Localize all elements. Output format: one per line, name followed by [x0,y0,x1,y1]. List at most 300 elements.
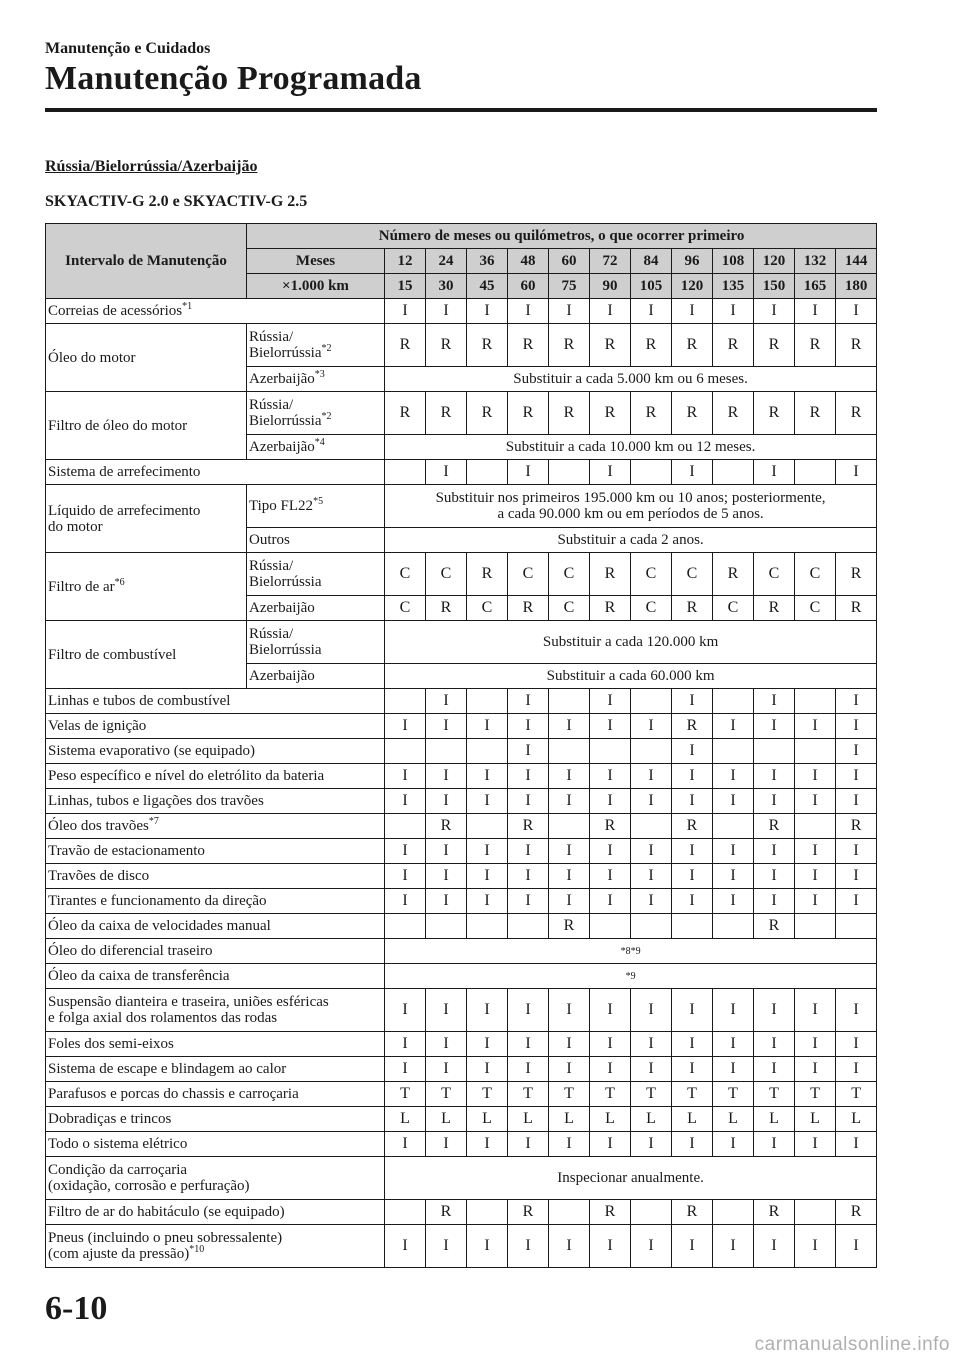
region-title: Rússia/Bielorrússia/Azerbaijão [45,158,258,175]
schedule-row [46,1225,877,1268]
schedule-cell: R [754,1200,795,1225]
sub-label [247,596,385,621]
schedule-cell: R [754,392,795,435]
schedule-cell: I [713,839,754,864]
schedule-row [46,1157,877,1200]
schedule-cell: I [713,1225,754,1268]
sub-label-note: *2 [321,411,332,422]
schedule-row [46,764,877,789]
schedule-cell: T [426,1082,467,1107]
schedule-cell: I [590,789,631,814]
span-text: *8*9 [620,946,641,957]
schedule-cell: I [795,889,836,914]
schedule-cell: I [385,1032,426,1057]
schedule-cell [385,739,426,764]
km-value: 45 [467,274,508,299]
schedule-cell: I [754,689,795,714]
item-label: Óleo dos travões [48,818,149,834]
km-value: 90 [590,274,631,299]
sub-label-text-line2: Bielorrússia [249,574,322,590]
schedule-cell: I [426,299,467,324]
maintenance-item [46,739,385,764]
schedule-cell: I [754,839,795,864]
maintenance-item [46,1057,385,1082]
schedule-row [46,914,877,939]
maintenance-item [46,553,247,621]
schedule-cell: I [426,789,467,814]
schedule-cell: R [713,553,754,596]
schedule-span-text [385,939,877,964]
item-label-line2: (oxidação, corrosão e perfuração) [48,1178,250,1194]
schedule-cell: I [467,789,508,814]
schedule-cell [713,914,754,939]
schedule-cell: I [549,1032,590,1057]
months-value: 144 [836,249,877,274]
km-value: 135 [713,274,754,299]
schedule-cell: R [672,1200,713,1225]
item-label: Óleo da caixa de transferência [48,968,230,984]
item-label: Foles dos semi-eixos [48,1036,174,1052]
schedule-row [46,739,877,764]
schedule-cell: R [754,596,795,621]
item-label: Filtro de ar [48,578,115,595]
schedule-cell: I [836,714,877,739]
item-label: Filtro de ar do habitáculo (se equipado) [48,1204,285,1220]
sub-label-note: *5 [313,496,324,507]
sub-label-note: *4 [314,437,325,448]
schedule-cell: I [508,789,549,814]
maintenance-item [46,814,385,839]
schedule-cell [631,689,672,714]
sub-label [247,553,385,596]
schedule-cell: I [795,789,836,814]
schedule-cell: I [590,460,631,485]
schedule-cell: R [426,324,467,367]
schedule-cell: R [508,392,549,435]
schedule-cell: R [426,1200,467,1225]
schedule-cell: I [672,839,713,864]
schedule-cell [713,460,754,485]
schedule-cell: R [754,914,795,939]
item-label: Travão de estacionamento [48,843,205,859]
schedule-cell: I [795,1225,836,1268]
schedule-cell: I [713,299,754,324]
schedule-cell: I [508,1225,549,1268]
schedule-cell: I [508,839,549,864]
schedule-cell: I [631,839,672,864]
schedule-cell [467,689,508,714]
schedule-cell [795,814,836,839]
schedule-cell: R [508,596,549,621]
schedule-cell: I [385,989,426,1032]
sub-label-text: Outros [249,532,290,548]
schedule-cell: R [754,324,795,367]
schedule-cell: R [590,596,631,621]
schedule-cell: I [713,1032,754,1057]
schedule-cell: I [508,764,549,789]
schedule-cell [672,914,713,939]
schedule-cell: I [426,839,467,864]
schedule-cell: I [508,1032,549,1057]
schedule-cell: I [713,714,754,739]
schedule-cell: I [713,889,754,914]
schedule-cell: I [549,789,590,814]
schedule-cell: I [508,989,549,1032]
schedule-cell: I [713,989,754,1032]
schedule-cell [508,914,549,939]
maintenance-item [46,764,385,789]
schedule-cell: I [549,989,590,1032]
schedule-cell [385,914,426,939]
schedule-cell: I [795,1032,836,1057]
item-label: Pneus (incluindo o pneu sobressalente) [48,1230,283,1246]
schedule-cell: I [467,864,508,889]
item-label: Linhas, tubos e ligações dos travões [48,793,264,809]
sub-label-text: Rússia/ [249,329,294,345]
schedule-cell: I [549,1057,590,1082]
km-value: 60 [508,274,549,299]
schedule-row [46,1082,877,1107]
schedule-cell [385,689,426,714]
schedule-span-text [385,485,877,528]
schedule-row [46,889,877,914]
span-text-line2: a cada 90.000 km ou em períodos de 5 anos. [497,506,764,522]
schedule-cell: I [672,299,713,324]
schedule-cell: I [754,714,795,739]
months-label: Meses [247,249,385,274]
schedule-cell: I [836,989,877,1032]
sub-label-text-line2: Bielorrússia [249,413,322,429]
maintenance-item [46,889,385,914]
schedule-cell: I [549,889,590,914]
schedule-cell: I [754,1132,795,1157]
schedule-cell: R [713,392,754,435]
schedule-cell: T [631,1082,672,1107]
item-label: Suspensão dianteira e traseira, uniões esféricas [48,994,329,1010]
span-text: Inspecionar anualmente. [557,1170,704,1186]
schedule-row [46,1057,877,1082]
schedule-cell: I [754,1057,795,1082]
schedule-cell [795,1200,836,1225]
maintenance-item [46,621,247,689]
sub-label [247,664,385,689]
schedule-cell: T [467,1082,508,1107]
schedule-cell: L [426,1107,467,1132]
schedule-cell: I [385,1225,426,1268]
schedule-cell: I [426,1032,467,1057]
schedule-cell: I [631,789,672,814]
schedule-cell [385,460,426,485]
schedule-cell: I [590,864,631,889]
schedule-cell [713,739,754,764]
schedule-cell: T [549,1082,590,1107]
maintenance-item [46,1107,385,1132]
schedule-cell: T [508,1082,549,1107]
schedule-cell [467,1200,508,1225]
schedule-cell: C [467,596,508,621]
schedule-cell [795,689,836,714]
item-label-line2: do motor [48,518,103,535]
schedule-cell: R [426,392,467,435]
maintenance-item [46,864,385,889]
schedule-cell: R [590,814,631,839]
schedule-cell: I [549,839,590,864]
km-value: 75 [549,274,590,299]
schedule-cell: I [549,1225,590,1268]
schedule-cell: I [426,889,467,914]
item-label: Dobradiças e trincos [48,1111,172,1127]
maintenance-item [46,460,385,485]
sub-label [247,485,385,528]
schedule-cell: T [672,1082,713,1107]
schedule-cell: I [549,714,590,739]
sub-label-text: Rússia/ [249,397,294,413]
schedule-cell [795,460,836,485]
schedule-span-text [385,964,877,989]
km-value: 105 [631,274,672,299]
schedule-cell: I [508,1132,549,1157]
item-label: Peso específico e nível do eletrólito da bateria [48,768,325,784]
schedule-cell: I [795,864,836,889]
schedule-cell: R [590,324,631,367]
schedule-cell: I [836,1132,877,1157]
schedule-cell: I [795,839,836,864]
schedule-span-text [385,1157,877,1200]
schedule-cell: I [836,839,877,864]
schedule-span-text [385,621,877,664]
item-label: Sistema de arrefecimento [48,464,201,480]
schedule-cell: L [672,1107,713,1132]
schedule-row [46,1132,877,1157]
schedule-cell: I [549,864,590,889]
schedule-cell [713,814,754,839]
schedule-cell: C [795,553,836,596]
schedule-cell: I [385,864,426,889]
watermark: carmanualsonline.info [754,1334,950,1355]
schedule-cell: C [385,596,426,621]
item-label: Filtro de combustível [48,646,177,663]
schedule-cell: I [467,1032,508,1057]
schedule-cell: R [590,553,631,596]
schedule-cell: I [795,714,836,739]
schedule-cell: I [754,989,795,1032]
schedule-cell: I [631,714,672,739]
schedule-cell: R [631,392,672,435]
schedule-span-text [385,664,877,689]
schedule-cell [426,739,467,764]
sub-label-text-line2: Bielorrússia [249,642,322,658]
span-text: Substituir a cada 5.000 km ou 6 meses. [513,371,748,387]
schedule-row [46,714,877,739]
schedule-cell: I [508,299,549,324]
schedule-cell: R [385,392,426,435]
item-label: Correias de acessórios [48,303,183,319]
item-label: Filtro de óleo do motor [48,417,188,434]
schedule-cell: I [672,864,713,889]
schedule-cell: I [754,764,795,789]
schedule-cell: I [590,1132,631,1157]
schedule-cell: R [467,553,508,596]
engine-title: SKYACTIV-G 2.0 e SKYACTIV-G 2.5 [45,193,308,210]
schedule-cell: I [713,864,754,889]
schedule-cell: T [795,1082,836,1107]
sub-label [247,621,385,664]
schedule-cell: R [508,324,549,367]
schedule-cell: T [836,1082,877,1107]
schedule-cell: I [426,714,467,739]
schedule-cell: R [672,714,713,739]
schedule-cell: I [590,839,631,864]
schedule-cell: I [590,889,631,914]
schedule-cell: R [590,392,631,435]
schedule-cell: R [836,324,877,367]
schedule-cell: I [836,689,877,714]
schedule-cell [426,914,467,939]
schedule-cell [467,914,508,939]
schedule-cell [467,814,508,839]
schedule-cell: T [385,1082,426,1107]
schedule-cell: R [426,814,467,839]
schedule-cell: I [549,299,590,324]
schedule-cell: R [754,814,795,839]
schedule-cell: I [426,989,467,1032]
schedule-cell: I [836,1032,877,1057]
schedule-cell: R [836,392,877,435]
schedule-cell: I [385,299,426,324]
item-label: Sistema de escape e blindagem ao calor [48,1061,287,1077]
schedule-cell: I [631,889,672,914]
sub-label-text: Rússia/ [249,626,294,642]
schedule-cell [549,739,590,764]
sub-label-text: Azerbaijão [249,668,315,684]
km-value: 180 [836,274,877,299]
schedule-cell: I [631,1225,672,1268]
schedule-cell: R [385,324,426,367]
item-note: *6 [114,576,125,588]
schedule-cell: I [672,739,713,764]
schedule-cell: T [590,1082,631,1107]
schedule-cell: I [508,460,549,485]
schedule-cell: I [672,764,713,789]
schedule-cell: R [795,392,836,435]
schedule-cell: I [795,1132,836,1157]
schedule-cell: I [713,1132,754,1157]
sub-label-text: Azerbaijão [249,371,315,387]
months-value: 12 [385,249,426,274]
months-value: 60 [549,249,590,274]
sub-label-text: Tipo FL22 [249,498,314,514]
schedule-cell: I [508,889,549,914]
schedule-cell: I [385,789,426,814]
schedule-cell: T [754,1082,795,1107]
schedule-row [46,939,877,964]
schedule-row [46,460,877,485]
schedule-cell: L [385,1107,426,1132]
schedule-cell: I [467,764,508,789]
schedule-cell: I [385,839,426,864]
schedule-cell: I [631,1032,672,1057]
item-label: Travões de disco [48,868,150,884]
schedule-cell: I [467,1132,508,1157]
maintenance-item [46,839,385,864]
schedule-cell: R [549,324,590,367]
schedule-cell: I [754,864,795,889]
schedule-row [46,553,877,596]
schedule-cell [549,1200,590,1225]
schedule-cell: I [795,989,836,1032]
maintenance-item [46,714,385,739]
schedule-cell: I [631,299,672,324]
schedule-cell: I [836,460,877,485]
maintenance-schedule-table [45,223,877,1268]
schedule-cell: R [836,1200,877,1225]
schedule-cell [836,914,877,939]
schedule-cell: I [836,889,877,914]
schedule-cell: R [508,814,549,839]
schedule-cell: I [672,460,713,485]
span-text: Substituir a cada 2 anos. [557,532,704,548]
schedule-cell: I [672,689,713,714]
header-row-period [46,224,877,249]
schedule-cell: L [713,1107,754,1132]
maintenance-item [46,1032,385,1057]
months-value: 108 [713,249,754,274]
km-value: 120 [672,274,713,299]
schedule-cell: L [754,1107,795,1132]
schedule-cell: I [426,864,467,889]
item-label: Condição da carroçaria [48,1162,188,1178]
sub-label [247,435,385,460]
schedule-cell: C [631,596,672,621]
schedule-cell: R [467,392,508,435]
schedule-cell [631,460,672,485]
km-value: 15 [385,274,426,299]
schedule-cell: L [836,1107,877,1132]
schedule-cell [631,914,672,939]
schedule-cell: I [754,1225,795,1268]
maintenance-item [46,989,385,1032]
schedule-cell: C [631,553,672,596]
page-title: Manutenção Programada [45,60,422,97]
schedule-cell: I [590,1057,631,1082]
maintenance-item [46,939,385,964]
item-label: Líquido de arrefecimento [48,502,201,519]
period-header: Número de meses ou quilómetros, o que ocorrer primeiro [247,224,877,249]
item-note: *7 [148,816,159,827]
item-label: Óleo do diferencial traseiro [48,943,213,959]
schedule-cell: I [549,764,590,789]
maintenance-item [46,789,385,814]
schedule-cell: I [467,299,508,324]
schedule-cell: C [795,596,836,621]
schedule-cell: R [795,324,836,367]
maintenance-item [46,689,385,714]
schedule-cell: I [754,889,795,914]
schedule-cell [590,739,631,764]
schedule-cell: I [754,460,795,485]
months-value: 132 [795,249,836,274]
schedule-cell: T [713,1082,754,1107]
schedule-cell: I [467,839,508,864]
schedule-cell [713,689,754,714]
maintenance-item [46,392,247,460]
sub-label [247,392,385,435]
schedule-cell: I [713,789,754,814]
span-text: Substituir a cada 10.000 km ou 12 meses. [505,439,756,455]
schedule-cell: R [713,324,754,367]
item-label-line2: e folga axial dos rolamentos das rodas [48,1010,278,1026]
schedule-cell: L [508,1107,549,1132]
